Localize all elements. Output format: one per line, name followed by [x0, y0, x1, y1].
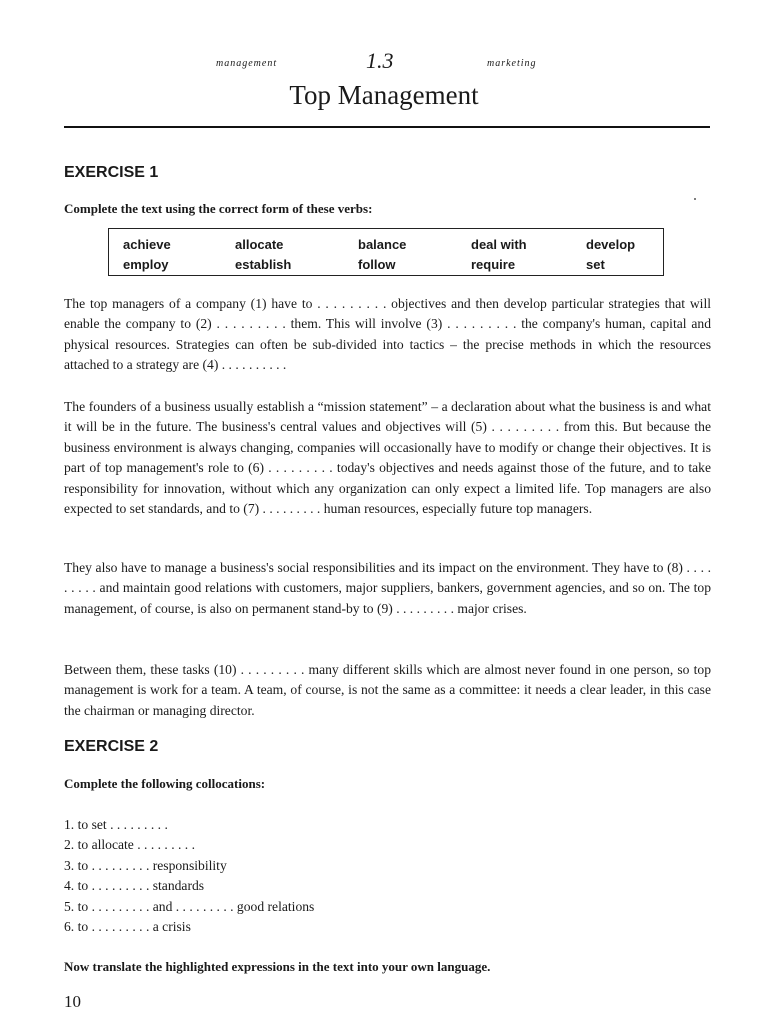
verb-box — [108, 228, 664, 276]
page-title: Top Management — [289, 80, 479, 110]
list-item: 4. to . . . . . . . . . standards — [64, 878, 205, 894]
verb-word: require — [471, 257, 516, 272]
exercise1-paragraph: The top managers of a company (1) have to . . . . . . . . . objectives and then develop particular strategies that will enable the company to (2) . . . . . . . . . them. This will involve (3) . . . . . . . . . the company's human, capital and physical resources. Strategies can often be sub-divided into tactics – the precise methods in which the resources attached to a strategy are (4) . . . . . . . . . . — [64, 296, 711, 373]
list-item: 2. to allocate . . . . . . . . . — [64, 837, 195, 853]
list-item: 1. to set . . . . . . . . . — [64, 817, 168, 832]
unit-number: 1.3 — [366, 48, 394, 73]
exercise1-heading: EXERCISE 1 — [64, 164, 159, 181]
translate-instruction: Now translate the highlighted expressions in the text into your own language. — [64, 959, 491, 974]
speck — [694, 198, 696, 200]
list-item: 3. to . . . . . . . . . responsibility — [64, 857, 227, 873]
running-header — [0, 48, 768, 78]
verb-word: develop — [586, 237, 636, 252]
exercise2-heading: EXERCISE 2 — [64, 738, 159, 755]
verb-word: deal with — [471, 237, 527, 252]
header-left-label: management — [216, 58, 278, 69]
verb-word: set — [586, 257, 605, 272]
verb-word: achieve — [123, 237, 171, 252]
exercise1-instruction: Complete the text using the correct form of these verbs: — [64, 201, 373, 216]
exercise2-instruction: Complete the following collocations: — [64, 776, 266, 791]
list-item: 6. to . . . . . . . . . a crisis — [64, 919, 191, 935]
verb-word: employ — [123, 257, 169, 272]
exercise1-paragraph: The founders of a business usually establish a “mission statement” – a declaration about what the business is and what it will be in the future. The business's central values and objectives will (5) . . . . . . . . . from this. But because the business environment is always changing, companies will occasionally have to modify or change their objectives. It is part of top management's role to (6) . . . . . . . . . today's objectives and needs against those of the future, and to take responsibility for innovation, without which any organization can only expect a limited life. Top managers are also expected to set standards, and to (7) . . . . . . . . . human resources, especially future top managers. — [64, 399, 711, 517]
verb-word: follow — [358, 257, 396, 272]
exercise1-paragraph: Between them, these tasks (10) . . . . . . . . . many different skills which are almost never found in one person, so top management is work for a team. A team, of course, is not the same as a committee: it needs a clear leader, in this case the chairman or managing director. — [64, 662, 711, 718]
list-item: 5. to . . . . . . . . . and . . . . . . . . . good relations — [64, 898, 315, 914]
exercise1-paragraph: They also have to manage a business's social responsibilities and its impact on the environment. They have to (8) . . . . . . . . . and maintain good relations with customers, major suppliers, bankers, government agencies, and so on. The top management, of course, is also on permanent stand-by to (9) . . . . . . . . . major crises. — [64, 560, 711, 616]
title-rule — [64, 126, 710, 128]
verb-word: balance — [358, 237, 407, 252]
page-number: 10 — [64, 992, 81, 1011]
header-right-label: marketing — [487, 58, 537, 69]
verb-word: establish — [235, 257, 292, 272]
verb-word: allocate — [235, 237, 284, 252]
collocation-list — [64, 815, 314, 937]
